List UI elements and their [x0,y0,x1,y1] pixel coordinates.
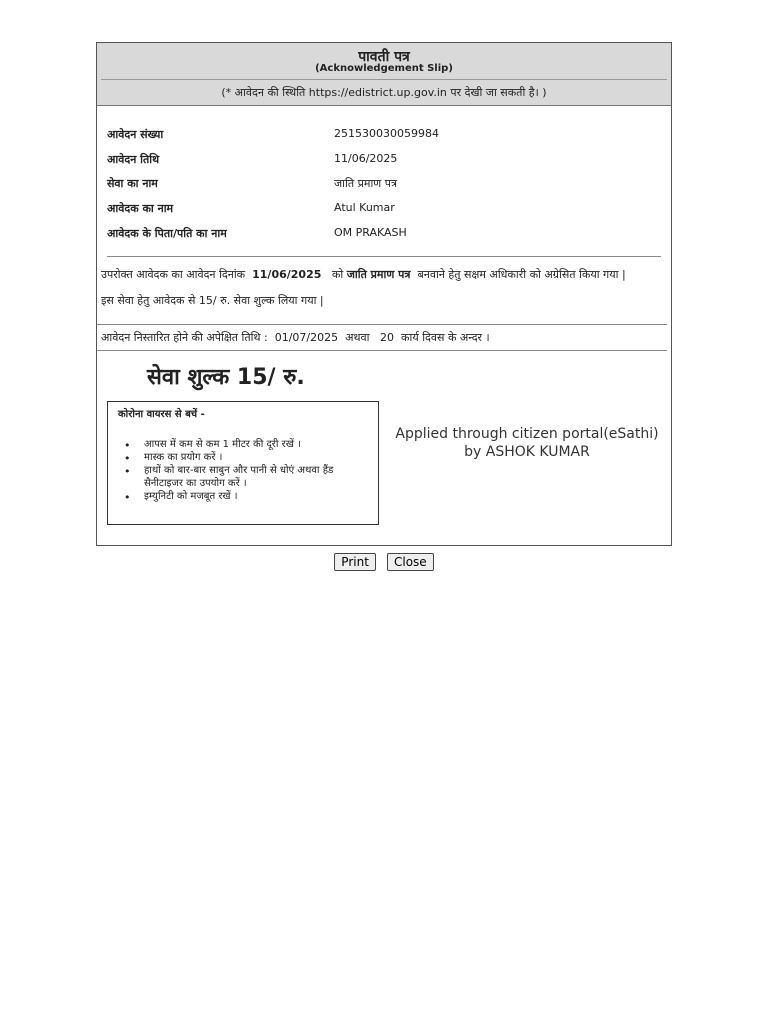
expected-days-suffix: कार्य दिवस के अन्दर । [401,331,490,344]
forward-statement [101,267,626,282]
header-divider [101,79,667,80]
detail-label: आवेदन तिथि [107,153,160,166]
slip-header [97,43,671,106]
applied-line-2: by ASHOK KUMAR [464,444,590,460]
forward-date: 11/06/2025 [252,268,322,281]
expected-days: 20 [380,331,395,344]
detail-value: जाति प्रमाण पत्र [334,177,398,190]
close-button[interactable]: Close [387,553,434,571]
expected-date: 01/07/2025 [274,331,339,344]
fee-note: इस सेवा हेतु आवेदक से 15/ रु. सेवा शुल्क लिया गया | [101,294,324,307]
list-item: • आपस में कम से कम 1 मीटर की दूरी रखें । [124,438,368,451]
forward-ko: को [331,268,344,281]
slip-subtitle: (Acknowledgement Slip) [315,63,453,74]
list-item: • मास्क का प्रयोग करें । [124,451,368,464]
acknowledgement-slip [96,42,672,546]
corona-list [108,438,378,503]
divider [107,256,661,257]
service-fee-heading: सेवा शुल्क 15/ रु. [147,365,305,390]
divider [97,324,667,325]
detail-value: 251530030059984 [334,127,439,140]
applied-line-1: Applied through citizen portal(eSathi) [395,426,659,442]
corona-advisory-box [107,401,379,525]
detail-value: OM PRAKASH [334,226,407,239]
list-item: • इम्युनिटी को मजबूत रखें । [124,490,368,503]
forward-suffix: बनवाने हेतु सक्षम अधिकारी को अग्रेसित किया गया | [417,268,626,281]
detail-label: आवेदक के पिता/पति का नाम [107,227,227,240]
expected-disposal [101,330,490,345]
forward-prefix: उपरोक्त आवेदक का आवेदन दिनांक [101,268,246,281]
detail-label: सेवा का नाम [107,177,158,190]
divider [97,350,667,351]
list-item: • हाथों को बार-बार साबुन और पानी से धोएं अथवा हैंड सैनीटाइजर का उपयोग करें । [124,464,368,490]
detail-label: आवेदन संख्या [107,128,164,141]
expected-label: आवेदन निस्तारित होने की अपेक्षित तिथि : [101,331,268,344]
slip-title: पावती पत्र [358,49,410,65]
detail-value: 11/06/2025 [334,152,398,165]
status-note: (* आवेदन की स्थिति https://edistrict.up.gov.in पर देखी जा सकती है। ) [221,86,547,99]
detail-value: Atul Kumar [334,201,395,214]
print-button[interactable]: Print [334,553,376,571]
expected-or: अथवा [345,331,370,344]
action-buttons [0,551,768,571]
corona-title: कोरोना वायरस से बचें - [118,409,205,420]
detail-label: आवेदक का नाम [107,202,174,215]
applied-through-note [387,425,667,461]
forward-service: जाति प्रमाण पत्र [346,268,411,281]
